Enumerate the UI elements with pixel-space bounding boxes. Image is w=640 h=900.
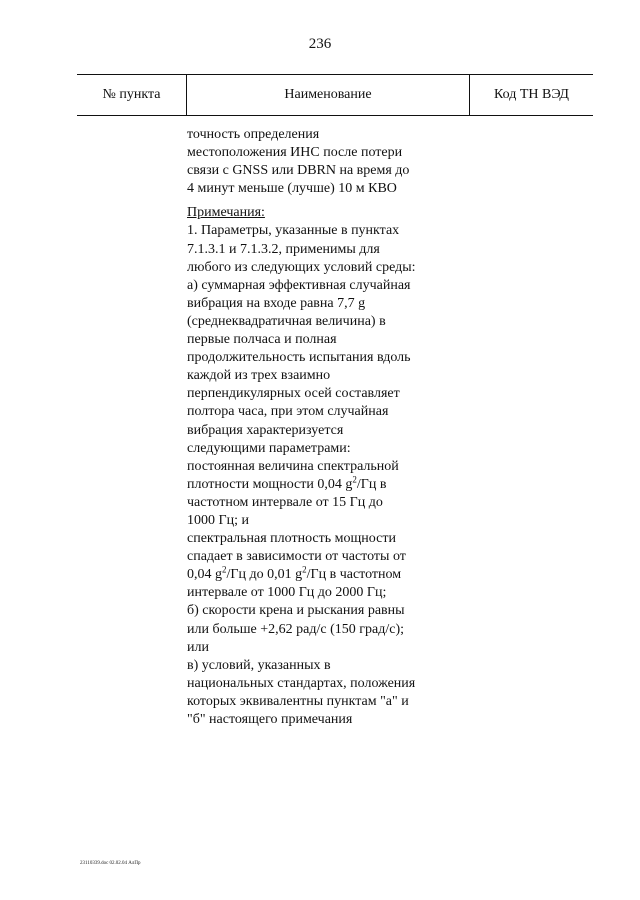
text-line: следующими параметрами: <box>187 440 351 456</box>
text-line: которых эквивалентны пунктам "а" и <box>187 693 409 709</box>
text-line: 1000 Гц; и <box>187 512 249 528</box>
notes-heading: Примечания: <box>187 205 265 221</box>
text-line: перпендикулярных осей составляет <box>187 386 400 402</box>
text-line: 4 минут меньше (лучше) 10 м КВО <box>187 181 397 197</box>
text-line: а) суммарная эффективная случайная <box>187 277 411 293</box>
notes-body <box>187 222 477 729</box>
superscript: 2 <box>302 564 307 575</box>
superscript: 2 <box>352 474 357 485</box>
intro-paragraph <box>187 126 477 198</box>
text-line: вибрация на входе равна 7,7 g <box>187 295 366 311</box>
text-line: 7.1.3.1 и 7.1.3.2, применимы для <box>187 241 380 257</box>
text-line: в) условий, указанных в <box>187 657 331 673</box>
superscript: 2 <box>222 564 227 575</box>
text-line: спадает в зависимости от частоты от <box>187 549 406 565</box>
header-name: Наименование <box>186 75 470 115</box>
psd-text: плотности мощности 0,04 g <box>187 476 353 492</box>
text-line: первые полчаса и полная <box>187 332 337 348</box>
text-line: продолжительность испытания вдоль <box>187 350 411 366</box>
text-line: или <box>187 639 209 655</box>
range-text: 0,04 g <box>187 567 222 583</box>
text-line: б) скорости крена и рыскания равны <box>187 603 405 619</box>
text-line: постоянная величина спектральной <box>187 458 399 474</box>
text-line: или больше +2,62 рад/с (150 град/с); <box>187 621 405 637</box>
psd-line <box>187 476 477 494</box>
text-line: интервале от 1000 Гц до 2000 Гц; <box>187 585 387 601</box>
page-number: 236 <box>308 36 332 52</box>
header-code: Код ТН ВЭД <box>494 87 569 102</box>
text-line: связи с GNSS или DBRN на время до <box>187 163 410 179</box>
header-item-number: № пункта <box>102 87 161 102</box>
text-line: любого из следующих условий среды: <box>187 259 416 275</box>
range-line <box>187 566 477 584</box>
range-text: /Гц до 0,01 g <box>226 567 303 583</box>
text-line: каждой из трех взаимно <box>187 368 331 384</box>
text-line: "б" настоящего примечания <box>187 712 353 727</box>
text-line: частотном интервале от 15 Гц до <box>187 494 383 510</box>
psd-text-unit: /Гц в <box>356 476 387 492</box>
text-line: местоположения ИНС после потери <box>187 145 403 161</box>
text-line: точность определения <box>187 127 320 142</box>
name-column-text <box>187 126 477 729</box>
text-line: (среднеквадратичная величина) в <box>187 313 386 329</box>
text-line: национальных стандартах, положения <box>187 675 416 691</box>
table-header <box>77 74 593 116</box>
text-line: 1. Параметры, указанные в пунктах <box>187 223 400 239</box>
text-line: вибрация характеризуется <box>187 422 344 438</box>
text-line: спектральная плотность мощности <box>187 531 396 547</box>
text-line: полтора часа, при этом случайная <box>187 404 389 420</box>
footer-file-id: 23110339.doc 02.02.04 АлПр <box>80 861 141 866</box>
range-text: /Гц в частотном <box>306 567 402 583</box>
